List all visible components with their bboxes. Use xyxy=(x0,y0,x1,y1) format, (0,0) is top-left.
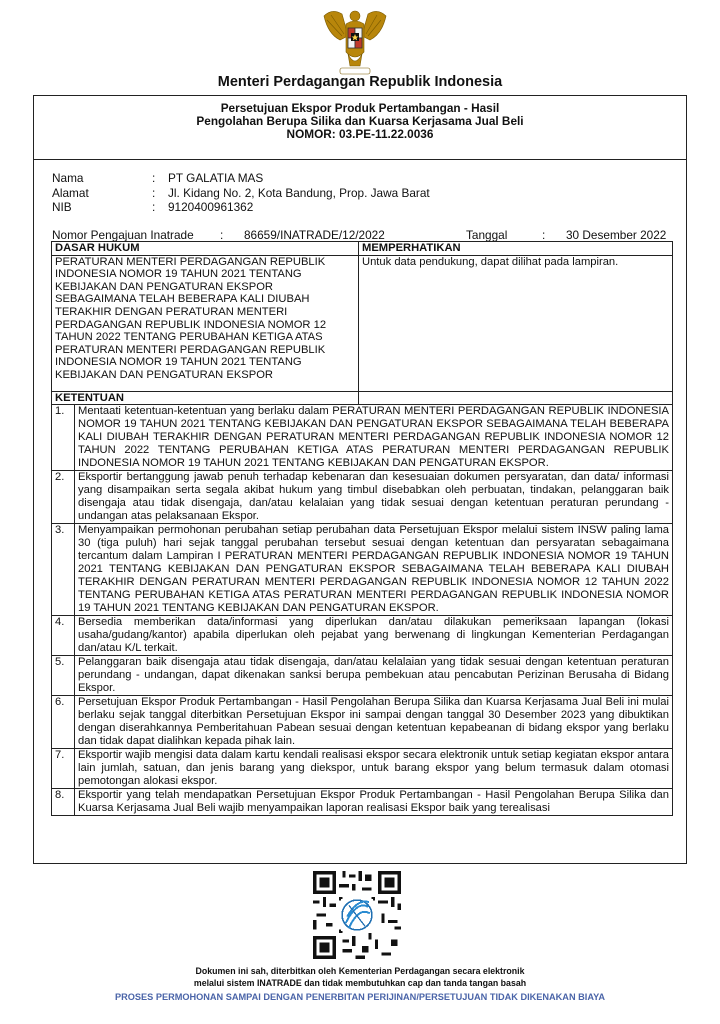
legal-basis-header: DASAR HUKUM xyxy=(52,242,359,256)
provision-text: Menyampaikan permohonan perubahan setiap perubahan data Persetujuan Ekspor melalui sistem INSW paling lama 30 (tiga puluh) hari sejak tanggal perubahan tersebut sesuai dengan ketentuan dan persyaratan sebagaimana tercantum dalam Lampiran I PERATURAN MENTERI PERDAGANGAN REPUBLIK INDONESIA NOMOR 19 TAHUN 2021 TENTANG KEBIJAKAN DAN PENGATURAN EKSPOR SEBAGAIMANA TELAH BEBERAPA KALI DIUBAH TERAKHIR DENGAN PERATURAN MENTERI PERDAGANGAN REPUBLIK INDONESIA NOMOR 12 TAHUN 2022 TENTANG PERUBAHAN KETIGA ATAS PERATURAN MENTERI PERDAGANGAN REPUBLIK INDONESIA NOMOR 19 TAHUN 2021 TENTANG KEBIJAKAN DAN PENGATURAN EKSPOR. xyxy=(75,524,673,616)
separator: : xyxy=(152,200,156,214)
provision-row xyxy=(52,749,673,789)
title-line-1: Persetujuan Ekspor Produk Pertambangan - Hasil xyxy=(220,101,500,115)
separator: : xyxy=(152,171,156,185)
provision-row xyxy=(52,405,673,471)
provision-text: Mentaati ketentuan-ketentuan yang berlaku dalam PERATURAN MENTERI PERDAGANGAN REPUBLIK INDONESIA NOMOR 19 TAHUN 2021 TENTANG KEBIJAKAN DAN PENGATURAN EKSPOR SEBAGAIMANA TELAH BEBERAPA KALI DIUBAH TERAKHIR DENGAN PERATURAN MENTERI PERDAGANGAN REPUBLIK INDONESIA NOMOR 12 TAHUN 2022 TENTANG PERUBAHAN KETIGA ATAS PERATURAN MENTERI PERDAGANGAN REPUBLIK INDONESIA NOMOR 19 TAHUN 2021 TENTANG KEBIJAKAN DAN PENGATURAN EKSPOR. xyxy=(75,405,673,471)
request-date-value: 30 Desember 2022 xyxy=(566,228,667,242)
company-address-value: Jl. Kidang No. 2, Kota Bandung, Prop. Jawa Barat xyxy=(168,185,430,200)
company-name-row xyxy=(52,171,430,186)
request-number-value: 86659/INATRADE/12/2022 xyxy=(244,228,385,242)
separator: : xyxy=(220,228,224,242)
provision-text: Pelanggaran baik disengaja atau tidak disengaja, dan/atau kelalaian yang tidak sesuai dengan ketentuan peraturan perundang - undangan, dapat dikenakan sanksi berupa pembekuan atau pencabutan Perizinan Berusaha di Bidang Ekspor. xyxy=(75,656,673,696)
provision-number: 8. xyxy=(52,789,75,816)
provisions-header: KETENTUAN xyxy=(51,391,673,405)
provision-number: 7. xyxy=(52,749,75,789)
provision-text: Eksportir yang telah mendapatkan Persetujuan Ekspor Produk Pertambangan - Hasil Pengolahan Berupa Silika dan Kuarsa Kerjasama Jual Beli wajib menyampaikan laporan realisasi Ekspor baik yang terealisasi xyxy=(75,789,673,816)
request-row xyxy=(52,228,672,242)
company-nib-row xyxy=(52,200,430,215)
provision-number: 5. xyxy=(52,656,75,696)
company-name-value: PT GALATIA MAS xyxy=(168,171,264,185)
free-of-charge-banner: PROSES PERMOHONAN SAMPAI DENGAN PENERBITAN PERIJINAN/PERSETUJUAN TIDAK DIKENAKAN BIAYA xyxy=(114,992,606,1002)
provision-text: Eksportir bertanggung jawab penuh terhadap kebenaran dan kesesuaian dokumen persyaratan, dan data/ informasi yang disampaikan serta segala akibat hukum yang timbul disebabkan oleh perbuatan, tindakan, pelanggaran baik disengaja atau tidak disengaja, dan/atau kelalaian yang tidak sesuai dengan ketentuan peraturan perundang - undangan atas pelaksanaan Ekspor. xyxy=(75,471,673,524)
qr-code-icon xyxy=(310,868,404,962)
provision-text: Bersedia memberikan data/informasi yang diperlukan dan/atau dilakukan pemeriksaan lapangan (lokasi usaha/gudang/kantor) apabila diperlukan oleh pejabat yang berwenang di lingkungan Kementerian Perdagangan dan/atau K/L terkait. xyxy=(75,616,673,656)
ministry-title: Menteri Perdagangan Republik Indonesia xyxy=(217,74,503,90)
provision-number: 4. xyxy=(52,616,75,656)
consider-header: MEMPERHATIKAN xyxy=(359,242,673,256)
provision-row xyxy=(52,524,673,616)
consider-text: Untuk data pendukung, dapat dilihat pada lampiran. xyxy=(359,255,673,404)
company-address-row xyxy=(52,186,430,201)
legal-basis-text: PERATURAN MENTERI PERDAGANGAN REPUBLIK INDONESIA NOMOR 19 TAHUN 2021 TENTANG KEBIJAKAN DAN PENGATURAN EKSPOR SEBAGAIMANA TELAH BEBERAPA KALI DIUBAH TERAKHIR DENGAN PERATURAN MENTERI PERDAGANGAN REPUBLIK INDONESIA NOMOR 12 TAHUN 2022 TENTANG PERUBAHAN KETIGA ATAS PERATURAN MENTERI PERDAGANGAN REPUBLIK INDONESIA NOMOR 19 TAHUN 2021 TENTANG KEBIJAKAN DAN PENGATURAN EKSPOR xyxy=(52,255,359,404)
provision-text: Persetujuan Ekspor Produk Pertambangan - Hasil Pengolahan Berupa Silika dan Kuarsa Kerjasama Jual Beli ini mulai berlaku sejak tanggal diterbitkan Persetujuan Ekspor ini sampai dengan tanggal 30 Desember 2023 yang dibuktikan dengan diserahkannya Pemberitahuan Pabean sesuai dengan ketentuan kepabeanan di bidang ekspor yang berlaku dan tidak dapat dialihkan kepada pihak lain. xyxy=(75,696,673,749)
provision-row xyxy=(52,471,673,524)
provisions-table xyxy=(51,404,673,816)
provision-number: 2. xyxy=(52,471,75,524)
provision-row xyxy=(52,616,673,656)
provision-row xyxy=(52,696,673,749)
provision-text: Eksportir wajib mengisi data dalam kartu kendali realisasi ekspor secara elektronik untuk setiap kegiatan ekspor antara lain jumlah, satuan, dan jenis barang yang diekspor, untuk barang ekspor yang belum termasuk dalam otomasi pemotongan alokasi ekspor. xyxy=(75,749,673,789)
document-number: NOMOR: 03.PE-11.22.0036 xyxy=(286,127,434,141)
document-frame xyxy=(33,95,687,864)
separator: : xyxy=(542,228,546,242)
separator: : xyxy=(152,185,156,200)
company-address-label: Alamat xyxy=(52,185,89,200)
provision-number: 6. xyxy=(52,696,75,749)
document-title xyxy=(34,96,686,160)
provision-number: 1. xyxy=(52,405,75,471)
validity-note-line-2: melalui sistem INATRADE dan tidak membutuhkan cap dan tanda tangan basah xyxy=(193,978,527,988)
company-info xyxy=(52,171,430,215)
company-nib-value: 9120400961362 xyxy=(168,200,254,214)
garuda-emblem-icon xyxy=(318,6,392,76)
validity-note-line-1: Dokumen ini sah, diterbitkan oleh Kementerian Perdagangan secara elektronik xyxy=(195,966,525,976)
validity-note xyxy=(0,965,720,989)
request-date-label: Tanggal xyxy=(466,228,508,242)
request-number-label: Nomor Pengajuan Inatrade xyxy=(52,228,194,242)
company-nib-label: NIB xyxy=(52,200,72,214)
company-name-label: Nama xyxy=(52,171,84,185)
provision-number: 3. xyxy=(52,524,75,616)
legal-basis-table xyxy=(51,241,673,405)
title-line-2: Pengolahan Berupa Silika dan Kuarsa Kerjasama Jual Beli xyxy=(196,114,524,128)
provision-row xyxy=(52,789,673,816)
provision-row xyxy=(52,656,673,696)
